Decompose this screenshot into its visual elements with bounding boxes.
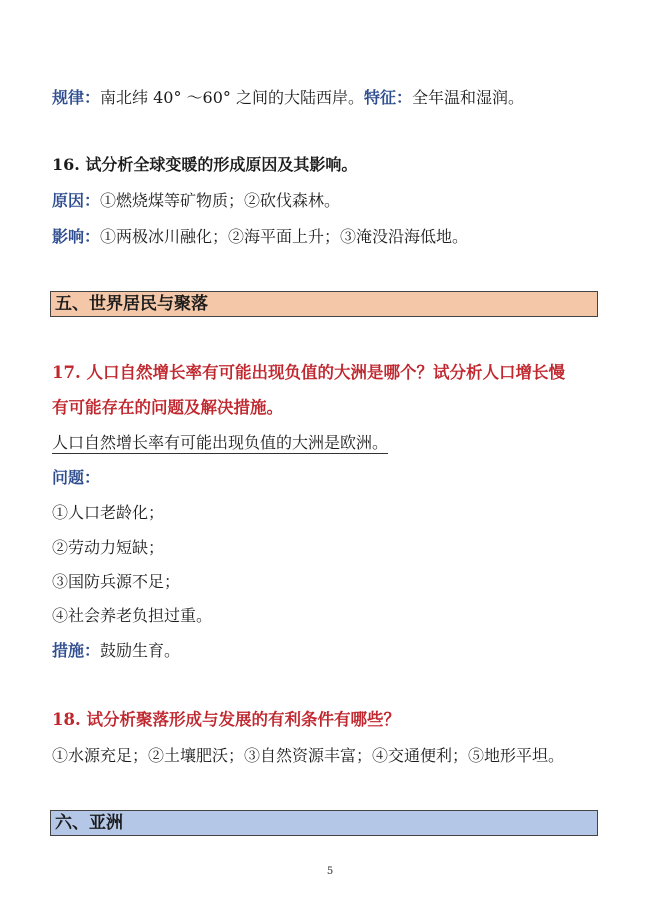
problem-item: ④社会养老负担过重。 [52, 606, 213, 625]
question-16: 16. 试分析全球变暖的形成原因及其影响。 [52, 155, 358, 174]
q17-answer-text: 人口自然增长率有可能出现负值的大洲是欧洲。 [52, 433, 389, 452]
measure-text: 鼓励生育。 [100, 641, 181, 660]
cause-label: 原因： [52, 191, 101, 210]
problem-item: ①人口老龄化； [52, 503, 165, 522]
question-17-line2: 有可能存在的问题及解决措施。 [52, 398, 283, 417]
question-17-line1: 17. 人口自然增长率有可能出现负值的大洲是哪个？试分析人口增长慢 [52, 363, 565, 382]
rule-text: 南北纬 40° ～60° 之间的大陆西岸。 [100, 88, 364, 107]
problem-label: 问题： [52, 468, 101, 487]
q18-answer: ①水源充足；②土壤肥沃；③自然资源丰富；④交通便利；⑤地形平坦。 [52, 746, 565, 765]
q16-cause [52, 190, 340, 212]
cause-text: ①燃烧煤等矿物质；②砍伐森林。 [100, 191, 341, 210]
rule-line [52, 87, 524, 109]
q17-measure [52, 640, 180, 662]
effect-label: 影响： [52, 227, 101, 246]
q16-effect [52, 226, 468, 248]
q17-answer [52, 432, 388, 454]
problem-item: ②劳动力短缺； [52, 538, 165, 557]
measure-label: 措施： [52, 641, 101, 660]
question-18: 18. 试分析聚落形成与发展的有利条件有哪些？ [52, 710, 400, 729]
feature-text: 全年温和湿润。 [412, 88, 525, 107]
page-number: 5 [326, 866, 334, 877]
section-5-heading: 五、世界居民与聚落 [50, 291, 598, 317]
feature-label: 特征： [364, 88, 413, 107]
section-6-heading: 六、亚洲 [50, 810, 598, 836]
problem-item: ③国防兵源不足； [52, 572, 181, 591]
rule-label: 规律： [52, 88, 101, 107]
effect-text: ①两极冰川融化；②海平面上升；③淹没沿海低地。 [100, 227, 469, 246]
